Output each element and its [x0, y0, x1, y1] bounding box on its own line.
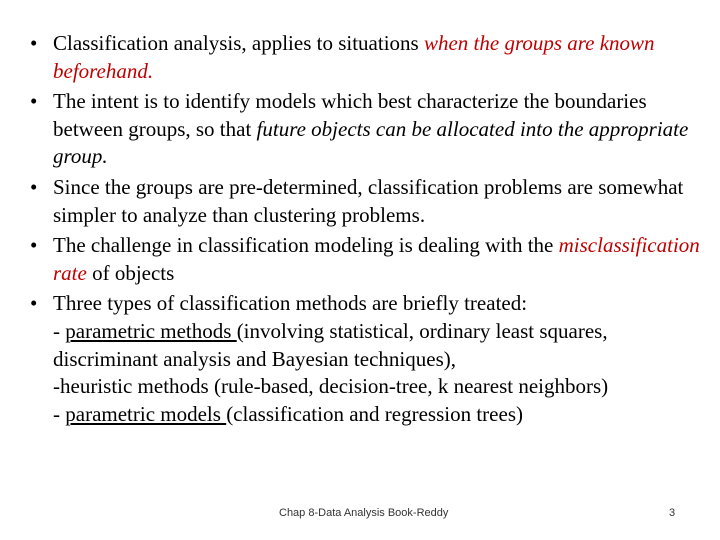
bullet-text-tail: of objects [86, 260, 175, 285]
bullet-item-5 [30, 290, 700, 428]
sub-item-parametric-models [53, 401, 700, 429]
sub-text: (involving statistical, ordinary least squares, discriminant analysis and Bayesian techniques), [53, 318, 608, 371]
page-number: 3 [669, 507, 676, 519]
sub-item-parametric-methods [53, 318, 700, 373]
sub-dash: - [53, 318, 66, 343]
bullet-dot: • [30, 89, 38, 114]
sub-text: (classification and regression trees) [226, 401, 523, 426]
bullet-text: Classification analysis, applies to situations [53, 31, 424, 55]
bullet-dot: • [30, 31, 38, 55]
sub-underlined: parametric methods [65, 318, 237, 343]
bullet-dot: • [30, 233, 38, 258]
bullet-text: The challenge in classification modeling is dealing with the [53, 233, 559, 258]
bullet-emphasis: when the groups are known beforehand. [53, 31, 655, 83]
bullet-text: Since the groups are pre-determined, classification problems are somewhat simpler to analyze than clustering problems. [53, 174, 684, 227]
bullet-text: The intent is to identify models which best characterize the boundaries between groups, so that [53, 89, 647, 141]
sub-item-heuristic-methods: -heuristic methods (rule-based, decision-tree, k nearest neighbors) [53, 374, 609, 399]
bullet-list [30, 30, 700, 431]
bullet-dot: • [30, 291, 38, 316]
bullet-item-3 [30, 174, 700, 229]
bullet-emphasis: future objects can be allocated into the appropriate group. [53, 116, 689, 169]
bullet-text: Three types of classification methods are briefly treated: [53, 291, 528, 316]
bullet-item-4 [30, 232, 700, 287]
bullet-item-1 [30, 30, 700, 85]
bullet-item-2 [30, 88, 700, 171]
bullet-dot: • [30, 174, 38, 199]
bullet-emphasis: misclassification rate [53, 233, 700, 285]
sub-underlined: parametric models [65, 401, 227, 426]
footer-title: Chap 8-Data Analysis Book-Reddy [279, 507, 449, 519]
sub-dash: - [53, 401, 66, 426]
